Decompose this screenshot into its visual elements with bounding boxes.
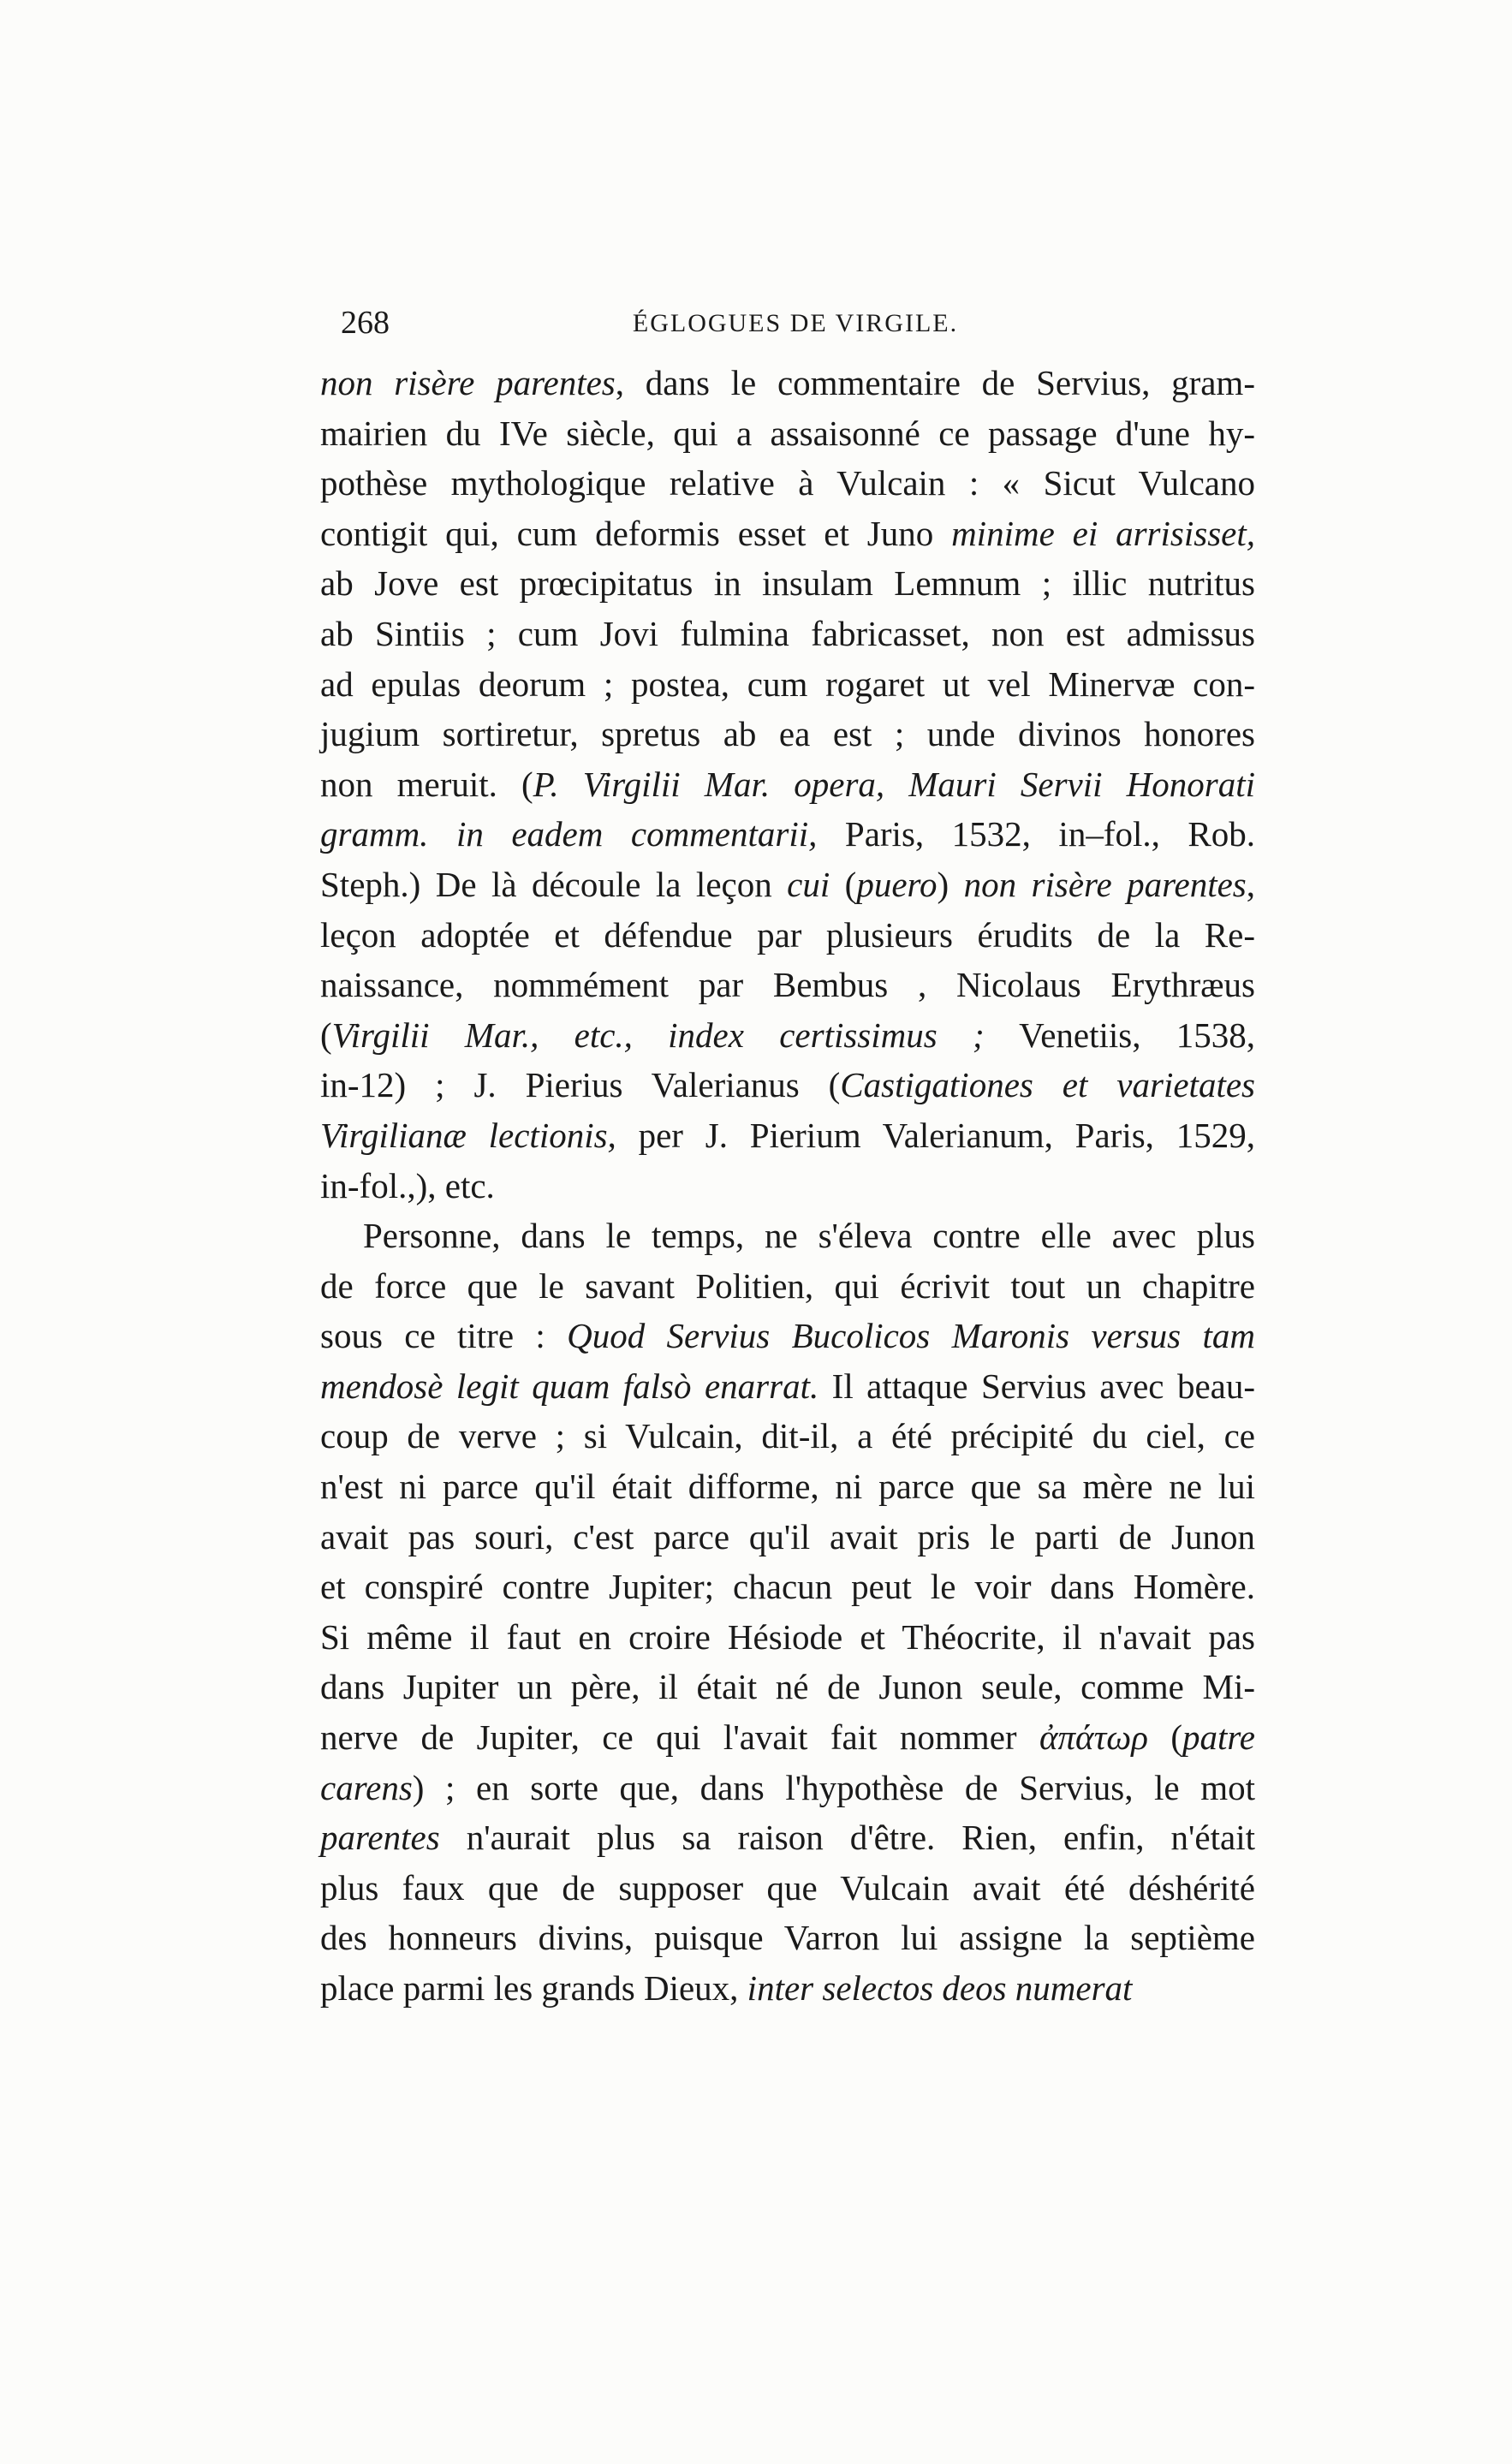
text-span: plus faux que de supposer que Vulcain avait été déshérité [320,1867,1255,1908]
page-number: 268 [341,305,390,341]
text-span: n'est ni parce qu'il était difforme, ni parce que sa mère ne lui [320,1467,1255,1507]
body-text [320,358,1255,2014]
text-line [320,860,1255,910]
text-span: dans Jupiter un père, il était né de Junon seule, comme Mi- [320,1667,1255,1707]
paragraph [320,358,1255,1211]
text-line [320,1361,1255,1412]
text-span: jugium sortiretur, spretus ab ea est ; unde divinos honores [320,714,1255,754]
text-line [320,1161,1255,1211]
text-line [320,1261,1255,1312]
text-span: Paris, 1532, in–fol., Rob. [817,814,1255,854]
text-line [320,960,1255,1010]
italic-text: P. Virgilii Mar. opera, Mauri Servii Honorati [533,764,1255,804]
text-line [320,1612,1255,1663]
text-span: nerve de Jupiter, ce qui l'avait fait nommer [320,1717,1039,1758]
text-span: ad epulas deorum ; postea, cum rogaret ut vel Minervæ con- [320,664,1255,704]
text-line [320,1311,1255,1361]
text-line [320,358,1255,408]
text-span: ) ; en sorte que, dans l'hypothèse de Servius, le mot [412,1767,1255,1807]
text-line [320,1110,1255,1161]
text-span: naissance, nommément par Bembus , Nicolaus Erythræus [320,965,1255,1005]
italic-text: minime ei arrisisset, [951,513,1256,553]
page-header [341,304,1250,345]
text-span: ab Sintiis ; cum Jovi fulmina fabricasset, non est admissus [320,613,1255,653]
text-span: per J. Pierium Valerianum, Paris, 1529, [616,1115,1255,1155]
italic-text: carens [320,1767,413,1807]
italic-text: Virgilianæ lectionis, [320,1115,616,1155]
italic-text: non risère parentes [320,363,616,402]
text-line [320,1211,1255,1261]
text-span: place parmi les grands Dieux, [320,1968,747,2008]
text-span: , dans le commentaire de Servius, gram- [615,363,1255,402]
text-line [320,1060,1255,1110]
text-span: Si même il faut en croire Hésiode et Théocrite, il n'avait pas [320,1616,1255,1657]
text-line [320,558,1255,609]
text-span: ( [830,864,857,904]
text-span: mairien du IVe siècle, qui a assaisonné ce passage d'une hy- [320,413,1255,453]
text-line [320,609,1255,659]
text-span: n'aurait plus sa raison d'être. Rien, enfin, n'était [439,1818,1255,1858]
text-span: Personne, dans le temps, ne s'éleva contre elle avec plus [363,1216,1255,1256]
text-span: de force que le savant Politien, qui écrivit tout un chapitre [320,1265,1255,1306]
text-line [320,408,1255,459]
text-line [320,1913,1255,1963]
text-span: ab Jove est prœcipitatus in insulam Lemnum ; illic nutritus [320,563,1255,604]
text-span: ( [320,1015,332,1055]
text-line [320,1763,1255,1813]
italic-text: mendosè legit quam falsò enarrat. [320,1366,819,1406]
text-span: ) [937,864,964,904]
italic-text: inter selectos deos numerat [747,1968,1133,2008]
text-span: Steph.) De là découle la leçon [320,864,788,904]
text-line [320,809,1255,860]
text-span: avait pas souri, c'est parce qu'il avait pris le parti de Junon [320,1516,1255,1556]
text-line [320,1411,1255,1461]
text-line [320,1010,1255,1061]
text-span: Venetiis, 1538, [984,1015,1255,1055]
italic-text: ἀπάτωρ [1039,1717,1148,1758]
text-line [320,1512,1255,1562]
text-span: coup de verve ; si Vulcain, dit-il, a été précipité du ciel, ce [320,1416,1255,1456]
text-line [320,1662,1255,1712]
text-span: des honneurs divins, puisque Varron lui assigne la septième [320,1918,1255,1958]
text-line [320,910,1255,961]
text-span: in-fol.,), etc. [320,1165,495,1205]
italic-text: gramm. in eadem commentarii, [320,814,818,854]
text-line [320,1461,1255,1512]
text-span: ( [1147,1717,1182,1758]
text-line [320,509,1255,559]
text-line [320,1963,1255,2014]
italic-text: non risère parentes [963,864,1247,904]
text-line [320,709,1255,759]
text-line [320,1712,1255,1763]
italic-text: parentes [320,1818,440,1858]
text-span: , [1246,864,1256,904]
italic-text: Castigationes et varietates [840,1065,1255,1105]
text-span: et conspiré contre Jupiter; chacun peut le voir dans Homère. [320,1567,1255,1607]
text-span: contigit qui, cum deformis esset et Juno [320,513,952,553]
text-span: sous ce titre : [320,1316,568,1356]
italic-text: patre [1182,1717,1256,1758]
italic-text: puero [856,864,938,904]
text-span: in-12) ; J. Pierius Valerianus ( [320,1065,841,1105]
paragraph [320,1211,1255,2014]
text-line [320,1562,1255,1612]
italic-text: Quod Servius Bucolicos Maronis versus tam [567,1316,1255,1356]
running-title: ÉGLOGUES DE VIRGILE. [632,309,959,337]
text-span: non meruit. ( [320,764,533,804]
text-line [320,1863,1255,1913]
text-line [320,1812,1255,1863]
text-line [320,659,1255,710]
italic-text: cui [787,864,830,904]
text-span: leçon adoptée et défendue par plusieurs érudits de la Re- [320,914,1255,955]
italic-text: Virgilii Mar., etc., index certissimus ; [331,1015,985,1055]
text-line [320,458,1255,509]
text-span: pothèse mythologique relative à Vulcain : « Sicut Vulcano [320,463,1255,503]
text-span: Il attaque Servius avec beau- [819,1366,1256,1406]
text-line [320,759,1255,810]
